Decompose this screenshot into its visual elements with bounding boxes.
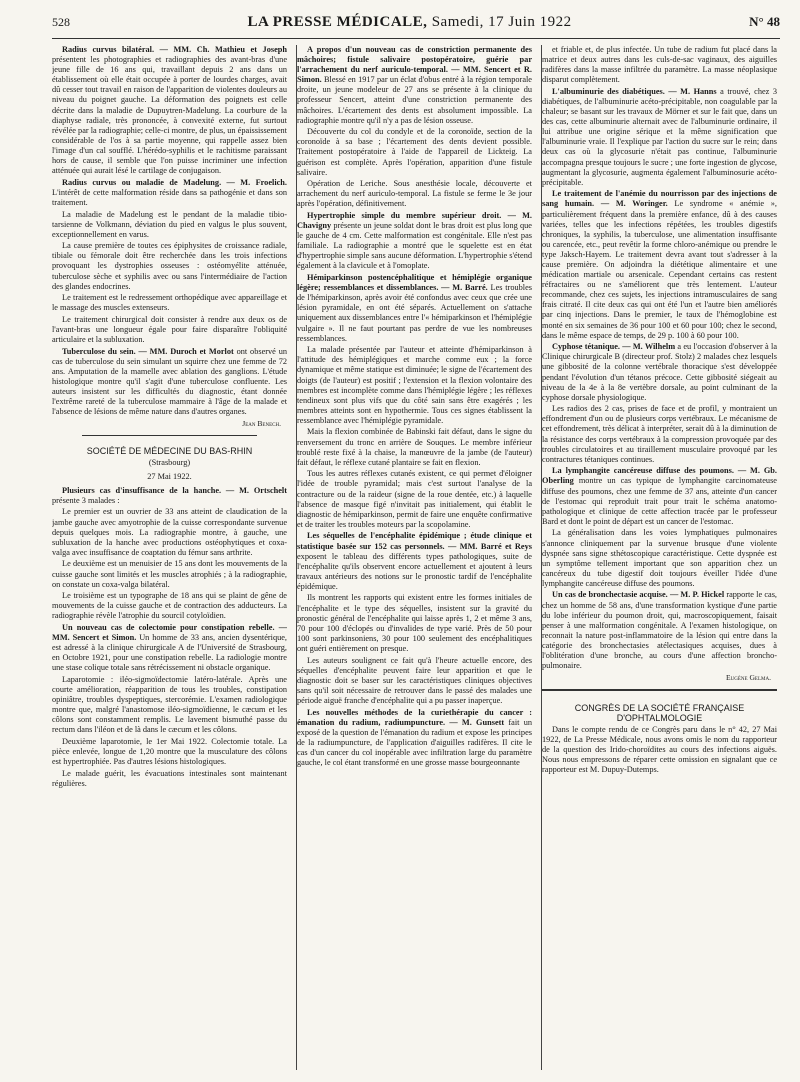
article-body: montre un cas typique de lymphangite carcinomateuse diffuse des poumons, chez une femme de 37 ans, atteinte d'un cancer de l'estomac qui reproduit trait pour trait le schéma anatomo-pathologique et clinique de cette affection tracée par le professeur Bard et dont le point de départ est un cancer de l'estomac. [542, 476, 777, 526]
article-title: Hémiparkinson postencéphalitique et hémiplégie organique légère; ressemblances et dissemblances. — M. Barré. [297, 273, 532, 293]
article-title: L'albuminurie des diabétiques. — M. Hanns [552, 86, 717, 96]
paragraph: Les radios des 2 cas, prises de face et de profil, y montraient un effondrement d'un ou de plusieurs corps vertébraux. Le mécanisme de cet effondrement, très délicat à interpréter, serait dû à la diminution de la résistance des corps vertébraux à la compression provoquée par des troubles circulatoires et au tiraillement musculaire provoqué par les contractures tétaniques continues. [542, 404, 777, 464]
paragraph: Opération de Leriche. Sous anesthésie locale, découverte et arrachement du nerf auriculo-temporal. La fistule se ferme le 3e jour après l'opération, définitivement. [297, 179, 532, 209]
article [52, 486, 287, 506]
article-title: Un nouveau cas de colectomie pour constipation rebelle. — MM. Sencert et Simon. [52, 622, 287, 643]
article-body: exposent le tableau des différents types pathologiques, suite de l'encéphalite qu'ils observent encore actuellement et ajoutent à leurs travaux antérieurs des notions sur le pronostic tardif de l'encéphalite épidémique. [297, 551, 532, 591]
columns [52, 45, 780, 1070]
article-title: Plusieurs cas d'insuffisance de la hanche. — M. Ortschelt [62, 485, 287, 495]
article-body: Le syndrome « anémie », particulièrement fréquent dans la première enfance, dû à des causes variées, telles que les infections répétées, les troubles digestifs chroniques, la syphilis, la tuberculose, une alimentation insuffisante ou carencée, etc., peut revêtir la forme chloro-anémique ou prendre le type Jaksch-Hayem. Le traitement devra avant tout s'adresser à la cause première. On adjoindra la diététique alimentaire et une médication martiale ou arsenicale. Cependant certains cas restent réfractaires ou ne s'améliorent que très lentement. L'auteur recommande, chez ces sujets, les injections intramusculaires de sang frais citraté. Il cite deux cas qui ont été l'un et l'autre bien améliorés par cinq injections. Dans le premier, le taux de l'hémoglobine est monté en six semaines de 36 pour 100 et 60 pour 100; chez le second, dans le même espace de temps, de 29 p. 100 à 60 pour 100. [542, 199, 777, 340]
paragraph: Le traitement est le redressement orthopédique avec appareillage et le massage des muscles extenseurs. [52, 293, 287, 313]
article [52, 178, 287, 208]
paragraph: Le deuxième est un menuisier de 15 ans dont les mouvements de la cuisse gauche sont limités et les muscles atrophiés ; à la radiographie, on constate un coxa-valga bilatéral. [52, 559, 287, 589]
page-header [52, 14, 780, 39]
article-body: fait un exposé de la question de l'émanation du radium et expose les principes de la radiumpuncture, de l'application d'aiguilles radifères. Il cite le cas d'un cancer du col inopérable avec infiltration large du paramètre gauche, le col étant transformé en une grosse masse bourgeonnante [297, 717, 532, 767]
paragraph: Deuxième laparotomie, le 1er Mai 1922. Colectomie totale. La pièce enlevée, longue de 1,20 montre que la musculature des côlons est hypertrophiée. Pas d'autres lésions histologiques. [52, 737, 287, 767]
issue-date: Samedi, 17 Juin 1922 [431, 14, 572, 30]
section-city: (Strasbourg) [148, 457, 191, 467]
article [542, 590, 777, 671]
article-title: Cyphose tétanique. — M. Wilhelm [552, 342, 676, 352]
article [542, 342, 777, 403]
article-title: Les séquelles de l'encéphalite épidémique ; étude clinique et statistique basée sur 152 cas personnels. — MM. Barré et Reys [297, 531, 532, 551]
section-date: 27 Mai 1922. [147, 471, 192, 481]
paragraph: Laparotomie : iléo-sigmoïdectomie latéro-latérale. Après une courte amélioration, réapparition de tous les troubles, constipation opiniâtre, troubles dyspeptiques, stercorémie. L'examen radiologique montre que, malgré l'anastomose iléo-sigmoïdienne, le cæcum et les côlons sont constamment remplis. Le lavement bismuthé passe du rectum dans l'iléon et de là dans le cæcum et les côlons. [52, 674, 287, 735]
issue-number: N° 48 [749, 14, 780, 29]
paragraph: Découverte du col du condyle et de la coronoïde, section de la coronoïde à sa base ; l'écartement des dents devient possible. Traitement postopératoire à l'aide de l'appareil de Lickteig. La guérison est complète. Après l'opération, apparition d'une fistule salivaire. [297, 127, 532, 177]
article-body: rapporte le cas, chez un homme de 58 ans, d'une transformation kystique d'une partie du lobe inférieur du poumon droit, qui, macroscopiquement, faisait penser à une malformation congénitale. A l'examen histologique, on reconnait la nature post-inflammatoire de la lésion qui entre dans la catégorie des bronchectasies atélectasiques acquises, dues à l'oblitération d'une bronche, au cours d'une affection broncho-pulmonaire. [542, 590, 777, 671]
article-title: Tuberculose du sein. — MM. Duroch et Morlot [62, 346, 234, 356]
article [297, 708, 532, 769]
page-number: 528 [52, 15, 70, 29]
paragraph: Ils montrent les rapports qui existent entre les formes initiales de l'encéphalite et le type des séquelles, insistent sur la gravité du pronostic général de l'encéphalite qui laisse après 1, 2 et même 3 ans, 70 pour 100 d'éclopés ou d'invalides de type varié. Près de 50 pour 100 sont parkinsoniens, 30 pour 100 seulement des encéphalitiques ont guéri entièrement on presque. [297, 593, 532, 653]
article-title: Radius curvus ou maladie de Madelung. — M. Froelich. [62, 177, 287, 187]
article-title: Un cas de bronchectasie acquise. — M. P. Hickel [552, 590, 725, 600]
article-title: La lymphangite cancéreuse diffuse des poumons. — M. Gb. Oberling [542, 466, 777, 486]
article-body: a trouvé, chez 3 diabétiques, de l'albuminurie acéto-précipitable, non coagulable par la chaleur; se basant sur les travaux de Mörner et sur le fait que, dans un des cas, cette albuminurie alternait avec de l'albuminurie ordinaire, il lui attribue une origine sérique et la même signification que l'albuminurie vraie. Il l'explique par l'action du sucre sur le rein; dans deux cas où la glycosurie n'était pas continue, l'albuminurie accompagna presque toujours le sucre ; une forte ingestion de glycose, augmentant la glycosurie, augmenta également l'albuminosurie acéto-précipitable. [542, 86, 777, 187]
paragraph: Le premier est un ouvrier de 33 ans atteint de claudication de la jambe gauche avec amyotrophie de la cuisse correspondante survenue depuis quelques mois. La radiographie montre, à gauche, une subluxation de la hanche avec productions ostéophytiques et coxa-valga avec insuffisance de coaptation du fémur sans arthrite. [52, 507, 287, 557]
column-3 [542, 45, 777, 1070]
article-body: Blessé en 1917 par un éclat d'obus entré à la région temporale droite, un jeune modeleur de 27 ans se présente à la clinique du professeur Sencert, atteint d'une constriction permanente des mâchoires. L'écartement des dents est absolument impossible. La radiographie montre qu'il n'y a pas de lésion osseuse. [297, 75, 532, 125]
paragraph: Le troisième est un typographe de 18 ans qui se plaint de gêne de mouvements de la cuisse gauche et de contraction des adducteurs. La radiographie révèle l'atrophie du sourcil cotyloïdien. [52, 591, 287, 621]
article-title: Hypertrophie simple du membre supérieur droit. — M. Chavigny [297, 211, 532, 231]
article [297, 273, 532, 344]
article [542, 466, 777, 527]
paragraph: Le malade guérit, les évacuations intestinales sont maintenant régulières. [52, 768, 287, 788]
article-title: A propos d'un nouveau cas de constriction permanente des mâchoires; fistule salivaire postopératoire, guérie par l'arrachement du nerf auriculo-temporal. — MM. Sencert et R. Simon. [297, 45, 532, 85]
paragraph: Dans le compte rendu de ce Congrès paru dans le n° 42, 27 Mai 1922, de La Presse Médicale, nous avons omis le nom du rapporteur de la question des Irido-choroïdites au cours des infections aiguës. Nous nous empressons de réparer cette omission en signalant que ce rapporteur est M. Dupuy-Dutemps. [542, 724, 777, 774]
article-title: Les nouvelles méthodes de la curiethérapie du cancer : émanation du radium, radiumpuncture. — M. Gunsett [297, 707, 532, 727]
paragraph: Le traitement chirurgical doit consister à rendre aux deux os de l'avant-bras une longueur égale pour faire disparaître l'obliquité articulaire et la subluxation. [52, 314, 287, 345]
article [52, 623, 287, 673]
column-2 [297, 45, 532, 1070]
article [542, 87, 777, 188]
article-body: présentent les photographies et radiographies des avant-bras d'une jeune fille de 16 ans qui, travaillant depuis 2 ans dans un établissement où elle était occupée à porter de lourdes charges, avait dû cesser tout travail en raison de l'apparition de violentes douleurs au niveau du poignet gauche. La déformation des poignets est celle décrite dans la maladie de Dupuytren-Madelung. La courbure de la diaphyse radiale, très prononcée, à convexité externe, fut surtout révélée par la radiographie; celle-ci montre, de plus, un épaississement considérable de l'os à sa partie moyenne, qui rappelle assez bien l'image d'un cal soufflé. L'hérédo-syphilis et le rachitisme paraissant hors de cause, il semble que l'on puisse incriminer une infection atténuée qui aurait lésé le cartilage de conjugaison. [52, 55, 287, 176]
paragraph: et friable et, de plus infectée. Un tube de radium fut placé dans la matrice et deux autres dans les culs-de-sac vaginaux, des aiguilles radifères dans la masse infiltrée du paramètre. La masse néoplasique disparut complètement. [542, 45, 777, 85]
article [297, 211, 532, 272]
article-body: présente un jeune soldat dont le bras droit est plus long que le gauche de 4 cm. Cette malformation est congénitale. Elle n'est pas familiale. La radiographie a montré que le squelette est en état d'hypertrophie simple sans aucune déformation. L'hypertrophie s'étend également à la clavicule et à l'omoplate. [297, 221, 532, 271]
signature: Jean Benech. [242, 419, 281, 429]
divider [542, 689, 777, 693]
signature: Eugène Gelma. [725, 673, 771, 683]
paragraph: La cause première de toutes ces épiphysites de croissance radiale, tibiale ou fémorale doit être recherchée dans les trois infections provoquant les dystrophies osseuses : ostéomyélite atténuée, tuberculose sèche et syphilis avec ou sans l'intermédiaire de l'action des glandes endocrines. [52, 241, 287, 291]
paragraph: La maladie de Madelung est le pendant de la maladie tibio-tarsienne de Volkmann, déviation du pied en valgus le plus souvent, exceptionnellement en varus. [52, 209, 287, 239]
article [52, 347, 287, 418]
section-title: SOCIÉTÉ DE MÉDECINE DU BAS-RHIN [86, 446, 253, 457]
article-body: Un homme de 33 ans, ancien dysentérique, est adressé à la clinique chirurgicale A de l'Université de Strasbourg, en Octobre 1921, pour une constipation rebelle. La radiologie montre une stase colique totale sans rétrécissement ni obstacle organique. [52, 633, 287, 673]
masthead [247, 14, 571, 31]
paragraph: La malade présentée par l'auteur et atteinte d'hémiparkinson à l'attitude des hémiplégiques et marche comme eux ; la force dynamique et même statique est diminuée; le signe de l'écartement des doigts (de l'auteur) est positif ; l'extension et la flexion volontaire des membres est incomplète comme dans l'hémiplégie légère ; les réflexes tendineux sont plus vifs que du côté sain sans être exagérés ; les membres atteints sont en hypothermie. Tous ces signes établissent la ressemblance avec l'hémiplégie pyramidale. [297, 345, 532, 425]
article-title: Le traitement de l'anémie du nourrisson par des injections de sang humain. — M. Woringer. [542, 189, 777, 209]
article [542, 189, 777, 340]
divider [82, 435, 257, 436]
article-body: Les troubles de l'hémiparkinson, après avoir été confondus avec ceux que crée une lésion pyramidale, en ont été séparés. Actuellement on s'attache uniquement aux dissemblances entre l'« hémiparkinson et l'hémiplégie vulgaire ». Il ne faut pourtant pas perdre de vue les nombreuses ressemblances. [297, 283, 532, 343]
paragraph: Tous les autres réflexes cutanés existent, ce qui permet d'éloigner l'idée de trouble pyramidal; mais c'est surtout l'analyse de la contracture ou de la raideur (signe de la roue dentée, etc.) à laquelle l'absence de masque figé n'invitait pas initialement, qui établit le diagnostic de hémiparkinson, permit de faire une enquête confirmative et de traiter les troubles moteurs par la scopolamine. [297, 469, 532, 529]
article-body: ont observé un cas de tuberculose du sein simulant un squirre chez une femme de 72 ans. Amputation de la mamelle avec ablation des ganglions. L'étude histologique montre qu'il s'agit d'une tuberculose confluente. Les auteurs insistent sur les difficultés du diagnostic, étant donnée l'extrême rareté de la tuberculose mammaire à l'âge de la malade et l'absence de lésions de même nature dans d'autres organes. [52, 346, 287, 417]
paragraph: Les auteurs soulignent ce fait qu'à l'heure actuelle encore, des séquelles d'encéphalite peuvent faire leur apparition et que le diagnostic doit se baser sur les caractéristiques cliniques objectives sans qu'il soit nécessaire de retrouver dans le passé des malades une période aiguë franche d'encéphalite qui a pu passer inaperçue. [297, 655, 532, 705]
paragraph: La généralisation dans les voies lymphatiques pulmonaires s'annonce cliniquement par la survenue brusque d'une violente dyspnée sans signe sthétoscopique caractéristique. Cette dyspnée est un symptôme tellement important que son apparition chez un cancéreux du tube digestif doit toujours éveiller l'idée d'une lymphangite cancéreuse diffuse des poumons. [542, 528, 777, 588]
article [297, 45, 532, 126]
article-body: présente 3 malades : [52, 495, 120, 505]
publication-title: LA PRESSE MÉDICALE, [247, 14, 428, 30]
article [297, 531, 532, 592]
article-body: L'intérêt de cette malformation réside dans sa pathogénie et dans son traitement. [52, 187, 287, 207]
section-title: CONGRÈS DE LA SOCIÉTÉ FRANÇAISE D'OPHTALMOLOGIE [574, 703, 745, 724]
column-1 [52, 45, 287, 1070]
article-title: Radius curvus bilatéral. — MM. Ch. Mathieu et Joseph [62, 45, 287, 54]
article [52, 45, 287, 176]
article-body: a eu l'occasion d'observer à la Clinique chirurgicale B (directeur prof. Stolz) 2 malades chez lesquels une gibbosité de la colonne vertébrale thoracique s'est développée pendant l'évolution d'un tétanos précoce. Cette gibbosité siégeait au niveau de la 4e à la 8e vertèbre dorsale, au point culminant de la cyphose dorsale physiologique. [542, 342, 777, 402]
paragraph: Mais la flexion combinée de Babinski fait défaut, dans le signe du renversement du tronc en arrière de Souques. Le membre inférieur troublé reste fixé à la chaise, la manœuvre de la jambe (de l'auteur) fait défaut, le réflexe cutané plantaire se fait en flexion. [297, 427, 532, 467]
